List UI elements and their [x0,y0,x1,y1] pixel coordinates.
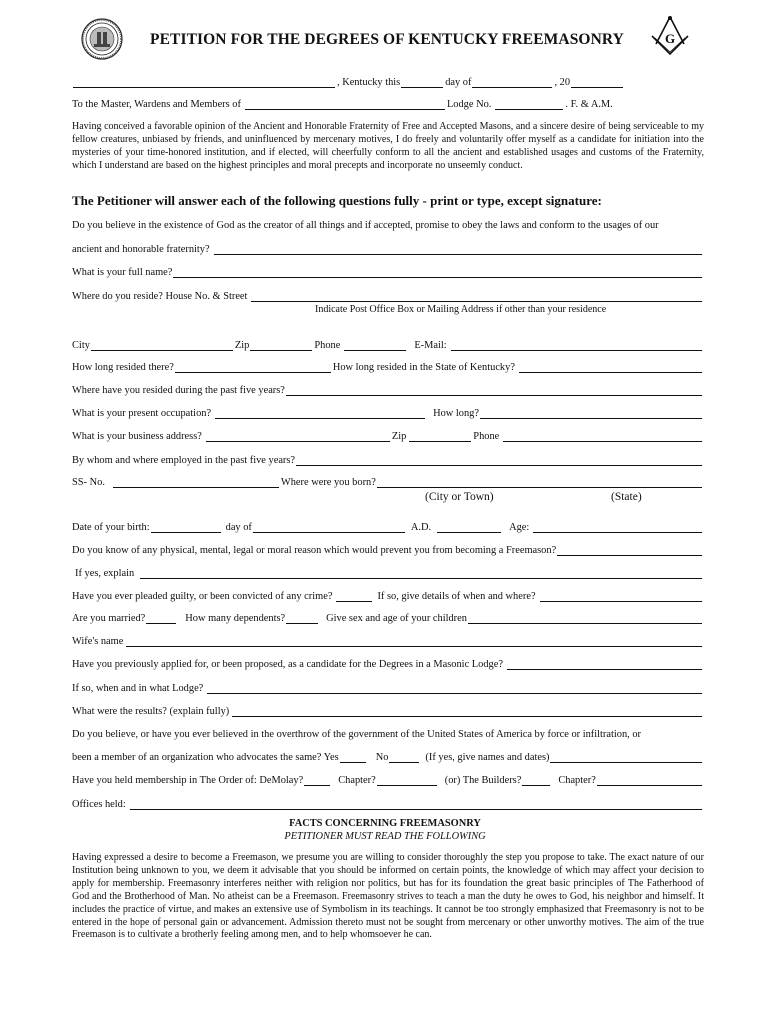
business-address-field[interactable] [206,432,390,442]
employed-field[interactable] [296,456,702,466]
how-long-label: How long? [433,408,479,419]
address-row [72,95,704,111]
demolay-label: Have you held membership in The Order of: DeMolay? [72,775,304,786]
city-zip-row [72,336,704,352]
married-field[interactable] [146,614,176,624]
details-field[interactable] [540,592,702,602]
organization-yes-label: been a member of an organization who advocates the same? Yes [72,752,339,763]
lodge-number-blank[interactable] [495,100,563,110]
demolay-field[interactable] [304,776,330,786]
god-answer-field[interactable] [214,245,702,255]
street-field[interactable] [251,292,702,302]
to-master-label: To the Master, Wardens and Members of [72,99,241,110]
lodge-name-blank[interactable] [245,100,445,110]
organization-row [72,748,704,764]
past-five-years-row [72,381,704,397]
god-question-row [72,216,704,232]
year-blank[interactable] [571,78,623,88]
convicted-row [72,587,704,603]
how-long-resided-label: How long resided there? [72,362,174,373]
svg-text:G: G [664,31,676,46]
business-address-row [72,427,704,443]
pleaded-field[interactable] [336,592,372,602]
names-dates-label: (If yes, give names and dates) [425,752,550,763]
previously-applied-field[interactable] [507,660,702,670]
age-field[interactable] [533,523,702,533]
married-row [72,609,704,625]
ss-no-label: SS- No. [72,477,105,488]
results-field[interactable] [232,707,702,717]
employed-label: By whom and where employed in the past five years? [72,455,296,466]
offices-held-field[interactable] [130,800,702,810]
wife-name-field[interactable] [126,637,702,647]
no-label: No [375,752,389,763]
children-label: Give sex and age of your children [326,613,467,624]
overthrow-row [72,725,704,741]
lodge-no-label: Lodge No. [446,99,492,110]
birth-row [72,518,704,534]
phone-label: Phone [314,340,341,351]
results-row [72,702,704,718]
order-row [72,771,704,787]
fraternity-question-label: ancient and honorable fraternity? [72,244,210,255]
birth-date-field[interactable] [151,523,221,533]
kentucky-state-seal-icon [81,18,123,60]
when-lodge-row [72,679,704,695]
page-title: PETITION FOR THE DEGREES OF KENTUCKY FREEMASONRY [150,31,624,48]
married-label: Are you married? [72,613,146,624]
when-lodge-label: If so, when and in what Lodge? [72,683,204,694]
dateline-row [72,73,632,89]
past-five-years-field[interactable] [286,386,702,396]
dependents-label: How many dependents? [185,613,286,624]
birth-month-field[interactable] [253,523,405,533]
day-blank[interactable] [401,78,443,88]
square-and-compasses-icon [648,14,692,62]
city-field[interactable] [91,341,233,351]
how-long-resided-field[interactable] [175,363,331,373]
po-box-note: Indicate Post Office Box or Mailing Address if other than your residence [315,304,607,315]
god-question-row-2 [72,240,704,256]
phone-field[interactable] [344,341,406,351]
builders-label: (or) The Builders? [444,775,522,786]
business-phone-label: Phone [473,431,500,442]
resided-row [72,358,704,374]
dateline-kentucky-label: , Kentucky this [337,77,401,88]
intro-paragraph: Having conceived a favorable opinion of the Ancient and Honorable Fraternity of Free and Accepted Masons, and a sincere desire of being serviceable to my fellow creatures, unbiased by friends, and uninfluenced by mercenary motives, I do freely and voluntarily offer myself as a candidate for initiation into the mysteries of your time-honored institution, and if elected, will cheerfully conform to all the ancient and established usages and customs of the Fraternity, which I understand are based on the highest principles and moral precepts and incorporate no unseemly conduct. [72,121,704,171]
full-name-field[interactable] [173,268,702,278]
builders-field[interactable] [522,776,550,786]
dateline-day-of-label: day of [445,77,472,88]
age-label: Age: [509,522,530,533]
pleaded-label: Have you ever pleaded guilty, or been convicted of any crime? [72,591,333,602]
email-field[interactable] [451,341,702,351]
if-yes-explain-label: If yes, explain [75,568,135,579]
children-field[interactable] [468,614,702,624]
ad-label: A.D. [410,522,432,533]
business-address-label: What is your business address? [72,431,202,442]
overthrow-label: Do you believe, or have you ever believed in the overthrow of the government of the United States of America by force or infiltration, or [72,729,641,740]
occupation-label: What is your present occupation? [72,408,212,419]
full-name-row [72,263,704,279]
past-five-years-label: Where have you resided during the past five years? [72,385,285,396]
dependents-field[interactable] [286,614,318,624]
dateline-year-label: , 20 [554,77,571,88]
birth-day-of-label: day of [225,522,252,533]
zip-field[interactable] [250,341,312,351]
state-note: (State) [611,491,642,503]
kentucky-resided-label: How long resided in the State of Kentucky? [332,362,515,373]
facts-heading: FACTS CONCERNING FREEMASONRY [289,818,481,829]
email-label: E-Mail: [414,340,447,351]
facts-paragraph: Having expressed a desire to become a Freemason, we presume you are willing to consider thoroughly the step you propose to take. The exact nature of our Institution being unknown to you, we deem it advisable that you should be informed on certain points, the knowledge of which may affect your decision to apply for membership. Freemasonry interferes neither with religion nor politics, but has for its foundation the great basic principles of The Fatherhood of God and the Brotherhood of Man. No atheist can be a Freemason. Freemasonry strives to teach a man the duty he owes to God, his neighbor and himself. It includes the practice of virtue, and makes an extensive use of Symbolism in its teachings. It cannot be too strongly emphasized that Freemasonry is not to be entered in the hope of personal gain or advancement. Admission thereto must not be sought from mercenary or other unworthy motives. The aim of the true Freemason is to cultivate a brotherly feeling among men, and to help whomsoever he can. [72,852,704,941]
no-field[interactable] [389,753,419,763]
results-label: What were the results? (explain fully) [72,706,230,717]
reside-row [72,287,704,303]
reason-label: Do you know of any physical, mental, legal or moral reason which would prevent you from becoming a Freemason? [72,545,557,556]
born-label: Where were you born? [280,477,376,488]
business-zip-label: Zip [391,431,407,442]
builders-chapter-label: Chapter? [558,775,596,786]
chapter-label: Chapter? [338,775,376,786]
city-label: City [72,340,90,351]
details-label: If so, give details of when and where? [377,591,536,602]
wife-name-label: Wife's name [72,636,124,647]
business-phone-field[interactable] [503,432,702,442]
how-long-field[interactable] [480,409,702,419]
occupation-row [72,404,704,420]
reason-row [72,541,704,557]
yes-field[interactable] [340,753,366,763]
full-name-label: What is your full name? [72,267,173,278]
facts-subheading: PETITIONER MUST READ THE FOLLOWING [284,831,486,842]
occupation-field[interactable] [215,409,425,419]
born-field[interactable] [377,478,702,488]
explain-row [75,564,704,580]
ss-born-row [72,473,704,489]
explain-field[interactable] [140,569,702,579]
previously-applied-label: Have you previously applied for, or been proposed, as a candidate for the Degrees in a Masonic Lodge? [72,659,503,670]
birth-year-field[interactable] [437,523,501,533]
kentucky-resided-field[interactable] [519,363,702,373]
builders-chapter-field[interactable] [597,776,702,786]
god-question-label: Do you believe in the existence of God as the creator of all things and if accepted, promise to obey the laws and conform to the usages of our [72,220,659,231]
wife-row [72,632,704,648]
zip-label: Zip [234,340,250,351]
fam-label: . F. & A.M. [565,99,613,110]
ss-no-field[interactable] [113,478,279,488]
chapter-field[interactable] [377,776,437,786]
employed-row [72,451,704,467]
city-blank[interactable] [73,78,335,88]
offices-held-label: Offices held: [72,799,126,810]
when-lodge-field[interactable] [207,684,702,694]
reason-field[interactable] [557,546,702,556]
business-zip-field[interactable] [409,432,471,442]
city-or-town-note: (City or Town) [425,491,494,503]
birth-date-label: Date of your birth: [72,522,150,533]
names-dates-field[interactable] [550,753,702,763]
offices-row [72,795,704,811]
reside-label: Where do you reside? House No. & Street [72,291,248,302]
instructions-heading: The Petitioner will answer each of the following questions fully - print or type, except signature: [72,193,602,208]
month-blank[interactable] [472,78,552,88]
previously-applied-row [72,655,704,671]
